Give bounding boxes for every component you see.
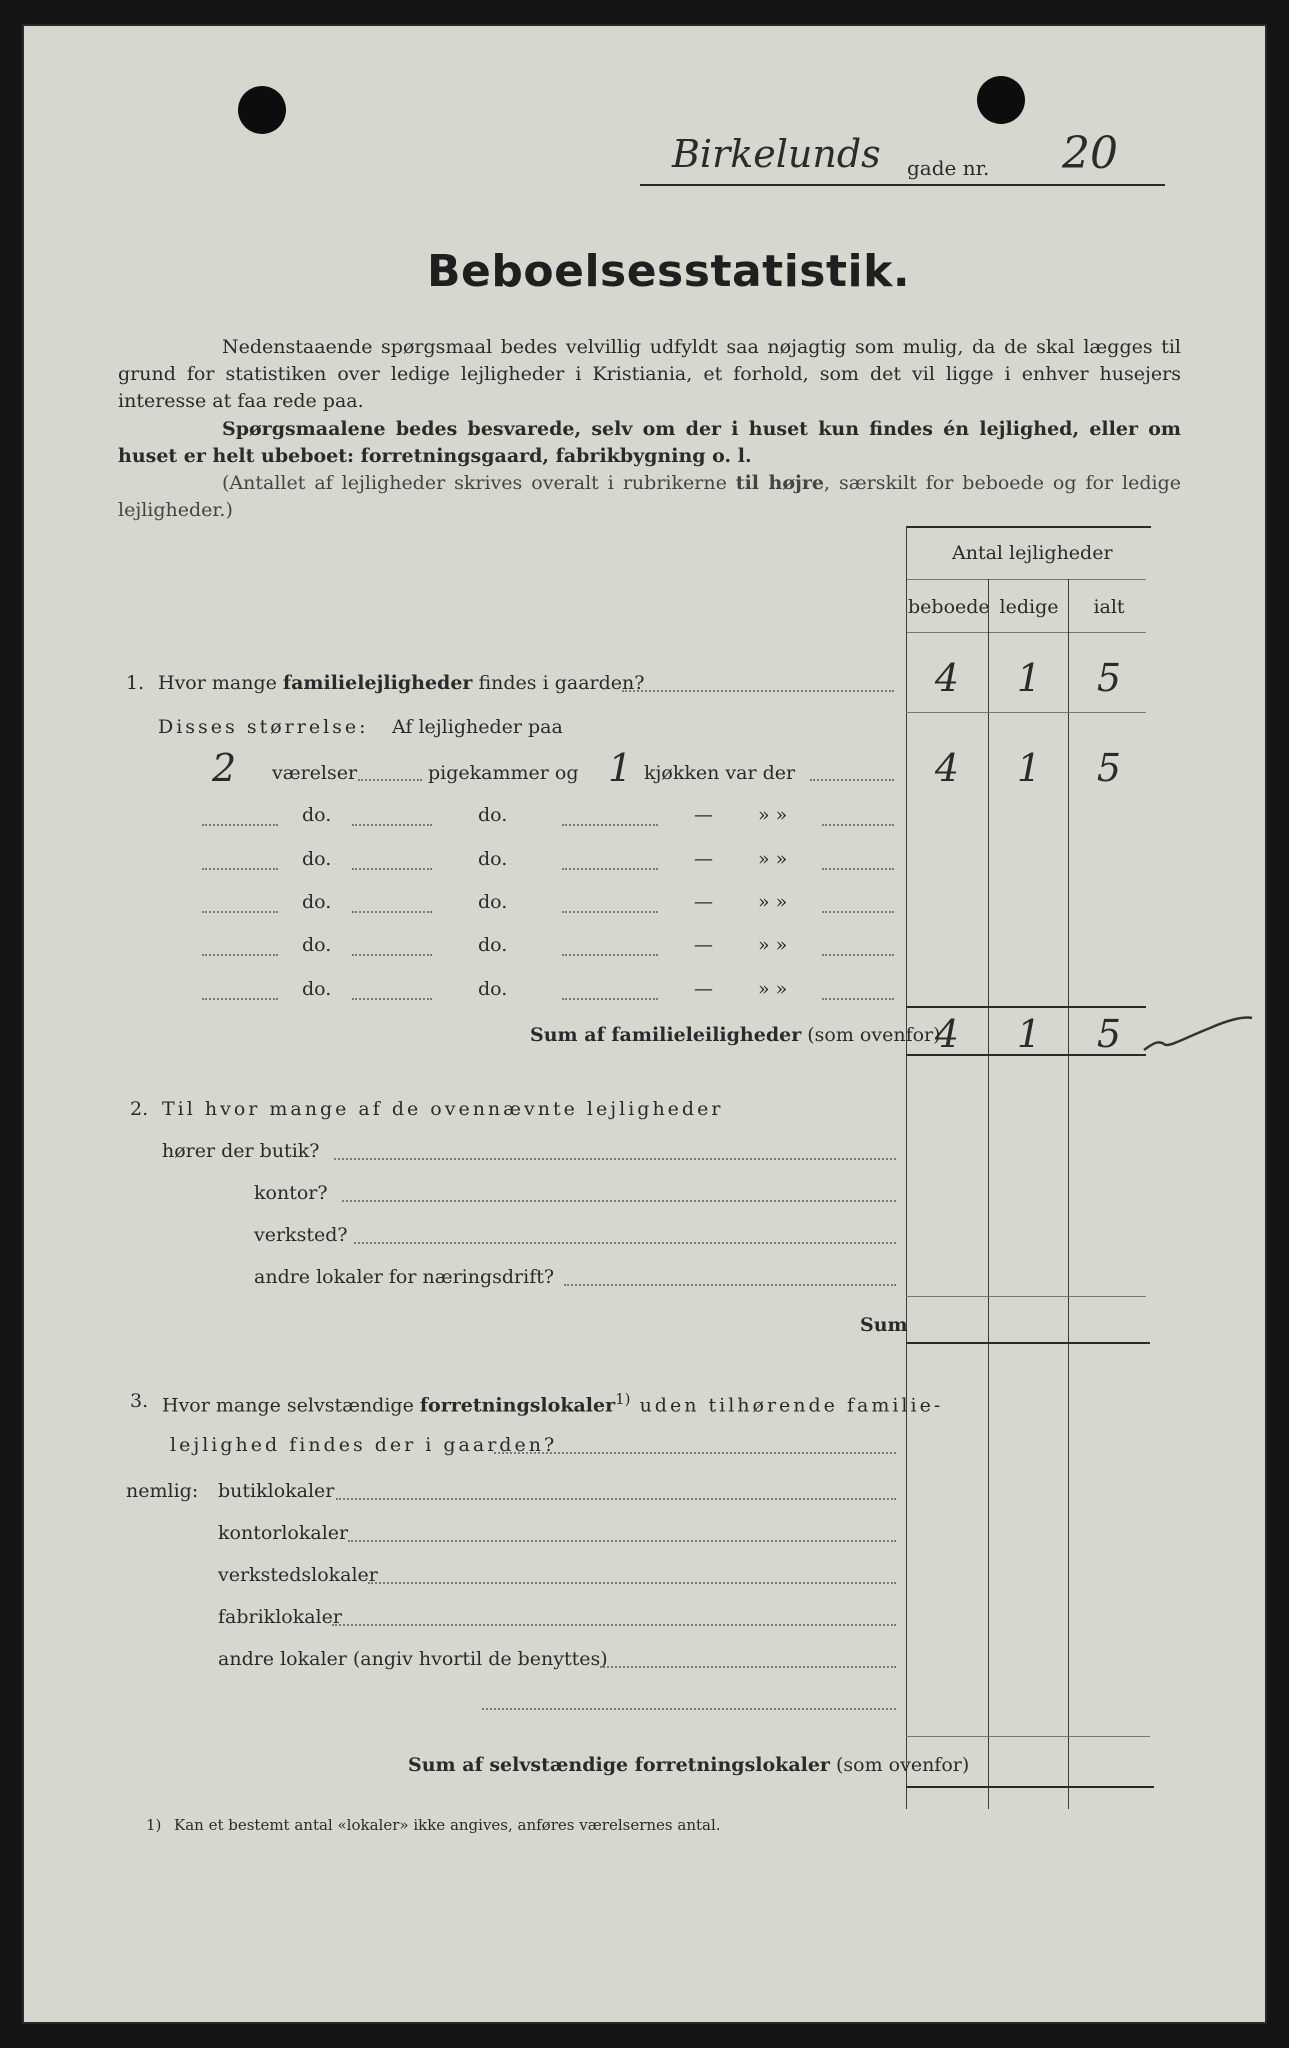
do-dash: —	[694, 804, 713, 826]
q1-sum-label: Sum af familieleiligheder (som ovenfor)	[530, 1024, 941, 1046]
do-leader	[562, 911, 658, 913]
do-dash: —	[694, 978, 713, 1000]
do-cell-b: do.	[478, 978, 508, 1000]
form-sheet	[22, 24, 1267, 2024]
q2-leader	[334, 1158, 896, 1160]
do-leader	[822, 911, 894, 913]
do-quote: » »	[758, 848, 788, 870]
do-quote: » »	[758, 804, 788, 826]
street-underline	[640, 184, 1165, 186]
q3-sum-divider	[906, 1736, 1150, 1737]
q3-item-andre: andre lokaler (angiv hvortil de benyttes)	[218, 1648, 608, 1670]
do-leader	[352, 998, 432, 1000]
q2-leader	[354, 1242, 896, 1244]
do-leader	[352, 868, 432, 870]
street-suffix: gade nr.	[907, 156, 990, 180]
house-number-handwritten: 20	[1062, 128, 1118, 179]
q3-item-fabrik: fabriklokaler	[218, 1606, 342, 1628]
rooms-leader	[358, 779, 422, 781]
do-leader	[202, 911, 278, 913]
do-cell-b: do.	[478, 804, 508, 826]
do-leader	[562, 954, 658, 956]
q3-sum-rule	[906, 1786, 1154, 1788]
table-col-rule-1	[988, 579, 989, 1809]
do-quote: » »	[758, 978, 788, 1000]
do-cell-a: do.	[302, 848, 332, 870]
q1-question: Hvor mange familielejligheder findes i gaarden?	[158, 672, 645, 694]
do-quote: » »	[758, 891, 788, 913]
punch-hole-left	[238, 86, 286, 134]
do-leader	[352, 954, 432, 956]
q3-nemlig: nemlig:	[126, 1480, 199, 1502]
q1-size-label-b: Af lejligheder paa	[392, 716, 563, 738]
check-mark-icon	[1140, 1010, 1258, 1058]
do-leader	[822, 868, 894, 870]
rooms-count-handwritten: 2	[212, 746, 237, 790]
kitchen-count-handwritten: 1	[608, 746, 633, 790]
row1-ialt-value: 5	[1096, 746, 1122, 790]
q2-leader	[342, 1200, 896, 1202]
page-title: Beboelsesstatistik.	[427, 246, 911, 297]
do-cell-a: do.	[302, 804, 332, 826]
q3-leader	[600, 1666, 896, 1668]
footnote-mark: 1)	[146, 1816, 162, 1834]
do-cell-b: do.	[478, 891, 508, 913]
q2-sum-divider	[906, 1296, 1146, 1297]
q1-ialt-value: 5	[1096, 656, 1122, 700]
intro-paragraph-3: (Antallet af lejligheder skrives overalt i rubrikerne til højre, særskilt for beboede og for ledige lejligheder.)	[118, 472, 1182, 521]
q2-item-andre: andre lokaler for næringsdrift?	[254, 1266, 555, 1288]
intro-paragraph-1: Nedenstaaende spørgsmaal bedes velvillig udfyldt saa nøjagtig som mulig, da de skal lægges til grund for statistiken over ledige lejligheder i Kristiania, et forhold, som det vil ligge i enhver husejers interesse at faa rede paa.	[118, 336, 1181, 412]
do-cell-a: do.	[302, 891, 332, 913]
q3-leader	[348, 1540, 896, 1542]
q3-item-butik: butiklokaler	[218, 1480, 335, 1502]
do-leader	[352, 911, 432, 913]
q3-leader	[368, 1582, 896, 1584]
do-leader	[202, 824, 278, 826]
do-leader	[202, 868, 278, 870]
q2-question: Til hvor mange af de ovennævnte lejligheder	[162, 1098, 724, 1120]
q1-ledige-value: 1	[1016, 656, 1042, 700]
q1-size-label: Disses størrelse:	[158, 716, 369, 738]
do-cell-b: do.	[478, 934, 508, 956]
q3-leader	[494, 1452, 896, 1454]
sum-bottom-rule	[906, 1054, 1146, 1056]
row1-beboede-value: 4	[934, 746, 960, 790]
col-header-ledige: ledige	[999, 596, 1059, 618]
do-dash: —	[694, 934, 713, 956]
do-quote: » »	[758, 934, 788, 956]
table-col-rule-2	[1068, 579, 1069, 1809]
q1-leader	[622, 690, 894, 692]
sum-beboede-value: 4	[934, 1012, 960, 1056]
do-leader	[352, 824, 432, 826]
sum-top-rule	[906, 1006, 1146, 1008]
footnote-text: Kan et bestemt antal «lokaler» ikke angives, anføres værelsernes antal.	[174, 1816, 721, 1834]
intro-paragraph-2: Spørgsmaalene bedes besvarede, selv om der i huset kun findes én lejlighed, eller om huset er helt ubeboet: forretningsgaard, fabrikbygning o. l.	[118, 418, 1181, 467]
do-leader	[562, 998, 658, 1000]
do-leader	[822, 954, 894, 956]
kitchen-leader	[810, 779, 894, 781]
col-header-beboede: beboede	[908, 596, 990, 618]
q3-number: 3.	[130, 1390, 149, 1412]
q2-number: 2.	[130, 1098, 149, 1120]
do-cell-a: do.	[302, 978, 332, 1000]
header-divider	[906, 579, 1146, 580]
q3-blank-line	[482, 1708, 896, 1710]
q3-item-verksted: verkstedslokaler	[218, 1564, 378, 1586]
table-left-rule	[906, 526, 907, 1809]
do-cell-a: do.	[302, 934, 332, 956]
row1-ledige-value: 1	[1016, 746, 1042, 790]
q2-item-verksted: verksted?	[254, 1224, 348, 1246]
q3-leader	[332, 1624, 896, 1626]
maid-room-label: pigekammer og	[428, 762, 579, 784]
q3-item-kontor: kontorlokaler	[218, 1522, 349, 1544]
sum-ialt-value: 5	[1096, 1012, 1122, 1056]
q2-sum-rule	[906, 1342, 1150, 1344]
do-leader	[202, 998, 278, 1000]
col-group-header: Antal lejligheder	[952, 542, 1113, 564]
table-top-rule	[906, 526, 1151, 528]
kitchen-label: kjøkken var der	[644, 762, 796, 784]
rooms-label: værelser	[272, 762, 358, 784]
col-header-ialt: ialt	[1093, 596, 1125, 618]
q2-item-kontor: kontor?	[254, 1182, 328, 1204]
do-leader	[562, 824, 658, 826]
q3-question-line2: lejlighed findes der i gaarden?	[170, 1434, 558, 1456]
row-divider-q1	[906, 712, 1146, 713]
q2-sum-label: Sum	[860, 1314, 908, 1336]
q3-leader	[336, 1498, 896, 1500]
street-handwritten: Birkelunds	[672, 132, 881, 176]
do-leader	[202, 954, 278, 956]
do-leader	[822, 998, 894, 1000]
q2-leader	[564, 1284, 896, 1286]
q2-item-butik: hører der butik?	[162, 1140, 320, 1162]
do-leader	[822, 824, 894, 826]
do-dash: —	[694, 848, 713, 870]
q3-question: Hvor mange selvstændige forretningslokaler$^{1)}$ uden tilhørende familie-	[162, 1390, 944, 1417]
do-cell-b: do.	[478, 848, 508, 870]
header-bottom-divider	[906, 632, 1146, 633]
do-leader	[562, 868, 658, 870]
sum-ledige-value: 1	[1016, 1012, 1042, 1056]
punch-hole-right	[977, 76, 1025, 124]
q1-number: 1.	[126, 672, 145, 694]
q1-beboede-value: 4	[934, 656, 960, 700]
q3-sum-label: Sum af selvstændige forretningslokaler (som ovenfor)	[408, 1754, 970, 1776]
do-dash: —	[694, 891, 713, 913]
